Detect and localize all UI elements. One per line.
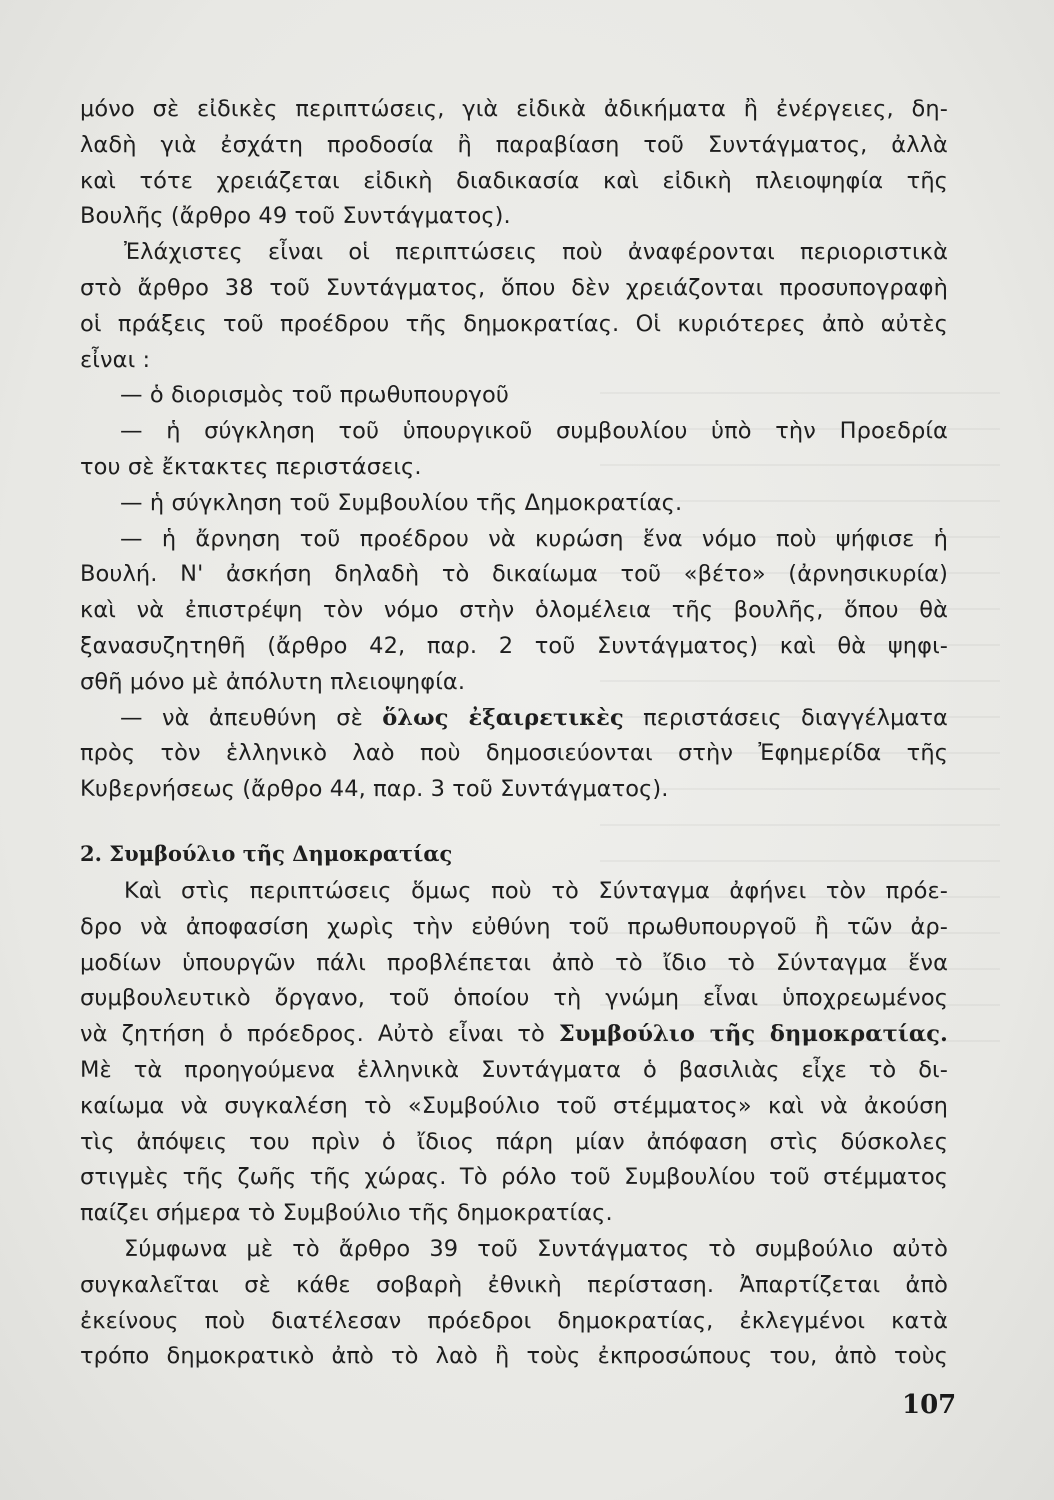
text-line: καὶ τότε χρειάζεται εἰδικὴ διαδικασία καὶ εἰδικὴ πλειοψηφία τῆς (80, 167, 948, 194)
text-line: καὶ νὰ ἐπιστρέψη τὸν νόμο στὴν ὁλομέλεια τῆς βουλῆς, ὅπου θὰ (80, 597, 948, 624)
section-spacer (80, 808, 948, 834)
list-item: — ἡ σύγκληση τοῦ ὑπουργικοῦ συμβουλίου ὑπὸ τὴν Προεδρία (120, 418, 948, 445)
section-heading: 2. Συμβούλιο τῆς Δημοκρατίας (80, 840, 453, 866)
text-line (80, 1017, 948, 1053)
text-line: Βουλῆς (ἄρθρο 49 τοῦ Συντάγματος). (80, 203, 511, 230)
text-line: μοδίων ὑπουργῶν πάλι προβλέπεται ἀπὸ τὸ ἴδιο τὸ Σύνταγμα ἕνα (80, 949, 948, 976)
emphasis-text: ὅλως ἐξαιρετικὲς (382, 704, 624, 731)
text-line: στιγμὲς τῆς ζωῆς τῆς χώρας. Τὸ ρόλο τοῦ Συμβουλίου τοῦ στέμματος (80, 1164, 948, 1191)
text-line: ξανασυζητηθῆ (ἄρθρο 42, παρ. 2 τοῦ Συντάγματος) καὶ θὰ ψηφι- (80, 632, 948, 659)
text-line: εἶναι : (80, 346, 151, 373)
list-item: — ἡ ἄρνηση τοῦ προέδρου νὰ κυρώση ἕνα νόμο ποὺ ψήφισε ἡ (120, 525, 948, 552)
text-line: Καὶ στὶς περιπτώσεις ὅμως ποὺ τὸ Σύνταγμα ἀφήνει τὸν πρόε- (124, 877, 948, 904)
text-line: σθῆ μόνο μὲ ἀπόλυτη πλειοψηφία. (80, 668, 466, 695)
text-span: νὰ ζητήση ὁ πρόεδρος. Αὐτὸ εἶναι τὸ (80, 1021, 559, 1048)
text-line: συγκαλεῖται σὲ κάθε σοβαρὴ ἐθνικὴ περίσταση. Ἀπαρτίζεται ἀπὸ (80, 1271, 948, 1298)
text-line: πρὸς τὸν ἑλληνικὸ λαὸ ποὺ δημοσιεύονται στὴν Ἐφημερίδα τῆς (80, 740, 948, 767)
text-span: — νὰ ἀπευθύνη σὲ (120, 704, 383, 731)
text-line: Ἐλάχιστες εἶναι οἱ περιπτώσεις ποὺ ἀναφέρονται περιοριστικὰ (124, 239, 948, 266)
text-line: τὶς ἀπόψεις του πρὶν ὁ ἴδιος πάρη μίαν ἀπόφαση στὶς δύσκολες (80, 1128, 948, 1155)
text-line: οἱ πράξεις τοῦ προέδρου τῆς δημοκρατίας. Οἱ κυριότερες ἀπὸ αὐτὲς (80, 310, 948, 337)
text-line: λαδὴ γιὰ ἐσχάτη προδοσία ἢ παραβίαση τοῦ Συντάγματος, ἀλλὰ (80, 131, 948, 158)
text-line: Βουλή. Ν' ἀσκήση δηλαδὴ τὸ δικαίωμα τοῦ «βέτο» (ἀρνησικυρία) (80, 561, 948, 588)
text-line: στὸ ἄρθρο 38 τοῦ Συντάγματος, ὅπου δὲν χρειάζονται προσυπογραφὴ (80, 274, 948, 301)
text-line: Κυβερνήσεως (ἄρθρο 44, παρ. 3 τοῦ Συντάγματος). (80, 776, 669, 803)
text-line: τρόπο δημοκρατικὸ ἀπὸ τὸ λαὸ ἢ τοὺς ἐκπροσώπους του, ἀπὸ τοὺς (80, 1343, 948, 1370)
list-item: — ἡ σύγκληση τοῦ Συμβουλίου τῆς Δημοκρατίας. (120, 489, 683, 516)
text-line: Μὲ τὰ προηγούμενα ἑλληνικὰ Συντάγματα ὁ βασιλιὰς εἶχε τὸ δι- (80, 1056, 948, 1083)
text-line: Σύμφωνα μὲ τὸ ἄρθρο 39 τοῦ Συντάγματος τὸ συμβούλιο αὐτὸ (124, 1235, 948, 1262)
text-line: μόνο σὲ εἰδικὲς περιπτώσεις, γιὰ εἰδικὰ ἀδικήματα ἢ ἐνέργειες, δη- (80, 96, 948, 122)
text-line: ἐκείνους ποὺ διατέλεσαν πρόεδροι δημοκρατίας, ἐκλεγμένοι κατὰ (80, 1307, 948, 1334)
list-item (80, 701, 948, 737)
page-text (80, 92, 948, 1375)
text-line: συμβουλευτικὸ ὄργανο, τοῦ ὁποίου τὴ γνώμη εἶναι ὑποχρεωμένος (80, 985, 948, 1012)
page-number: 107 (902, 1390, 957, 1420)
text-line: παίζει σήμερα τὸ Συμβούλιο τῆς δημοκρατίας. (80, 1200, 613, 1227)
list-item: — ὁ διορισμὸς τοῦ πρωθυπουργοῦ (120, 382, 509, 409)
text-span: περιστάσεις διαγγέλματα (623, 704, 948, 731)
text-line: δρο νὰ ἀποφασίση χωρὶς τὴν εὐθύνη τοῦ πρωθυπουργοῦ ἢ τῶν ἀρ- (80, 913, 948, 940)
text-line: καίωμα νὰ συγκαλέση τὸ «Συμβούλιο τοῦ στέμματος» καὶ νὰ ἀκούση (80, 1092, 948, 1119)
text-line: του σὲ ἔκτακτες περιστάσεις. (80, 453, 422, 480)
emphasis-text: Συμβούλιο τῆς δημοκρατίας. (558, 1021, 948, 1048)
